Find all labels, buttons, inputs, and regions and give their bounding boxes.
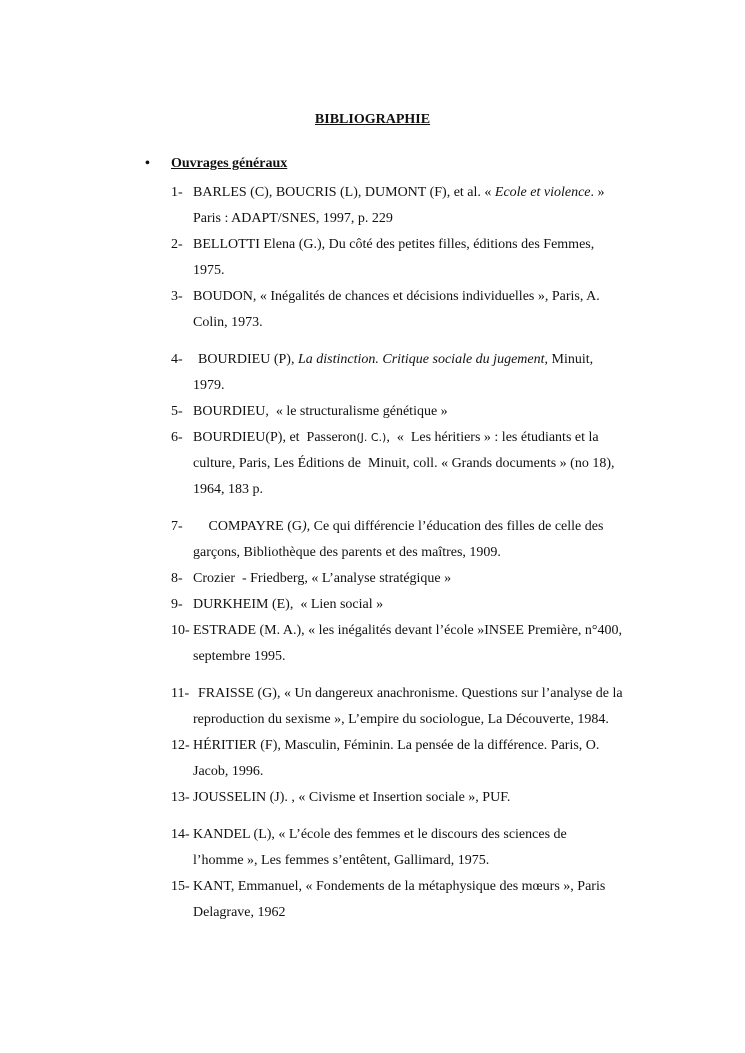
entry-number: 13- — [171, 790, 190, 805]
text-run: Crozier - Friedberg, « L’analyse stratégique » — [193, 571, 452, 586]
text-run: HÉRITIER (F), Masculin, Féminin. La pensée de la différence. Paris, O. — [193, 738, 600, 753]
text-run: JOUSSELIN (J). , « Civisme et Insertion sociale », PUF. — [193, 790, 511, 805]
text-run: BELLOTTI Elena (G.), Du côté des petites filles, éditions des Femmes, — [193, 237, 595, 252]
text-run: BOURDIEU(P), et Passeron — [193, 430, 357, 445]
entry-text — [193, 874, 671, 926]
entry-number: 4- — [171, 352, 183, 367]
entry-line — [193, 373, 671, 399]
text-run: KANDEL (L), « L’école des femmes et le discours des sciences de — [193, 827, 567, 842]
entry-number: 2- — [171, 237, 183, 252]
bibliography-entry — [171, 232, 671, 284]
bibliography-entry — [171, 284, 671, 336]
bibliography-entry — [171, 399, 671, 425]
entry-text — [193, 566, 671, 592]
bibliography-entry — [171, 785, 671, 811]
bibliography-list — [171, 180, 671, 926]
entry-text — [193, 347, 671, 399]
entry-text — [193, 514, 671, 566]
entry-number: 5- — [171, 404, 183, 419]
entry-line — [193, 618, 671, 644]
text-run: , « Les héritiers » : les étudiants et la — [386, 430, 599, 445]
section-label: Ouvrages généraux — [171, 156, 288, 171]
entry-line — [193, 644, 671, 670]
text-run: Paris : ADAPT/SNES, 1997, p. 229 — [193, 211, 393, 226]
entry-text — [193, 232, 671, 284]
bibliography-entry — [171, 874, 671, 926]
entry-line — [193, 785, 671, 811]
text-run: Colin, 1973. — [193, 315, 263, 330]
text-run: ESTRADE (M. A.), « les inégalités devant l’école »INSEE Première, n°400, — [193, 623, 623, 638]
text-run: COMPAYRE (G — [198, 519, 302, 534]
bibliography-entry — [171, 514, 671, 566]
text-run: KANT, Emmanuel, « Fondements de la métaphysique des mœurs », Paris — [193, 879, 606, 894]
entry-text — [193, 592, 671, 618]
text-run: septembre 1995. — [193, 649, 286, 664]
entry-text — [193, 284, 671, 336]
text-run: BARLES (C), BOUCRIS (L), DUMONT (F), et al. « — [193, 185, 495, 200]
entry-line — [193, 540, 671, 566]
bullet-icon: • — [145, 156, 150, 171]
bibliography-entry — [171, 180, 671, 232]
text-run: DURKHEIM (E), « Lien social » — [193, 597, 384, 612]
entry-line — [193, 284, 671, 310]
entry-number: 9- — [171, 597, 183, 612]
entry-line — [193, 592, 671, 618]
entry-number: 1- — [171, 185, 183, 200]
entry-line — [193, 900, 671, 926]
entry-line — [193, 874, 671, 900]
entry-line — [193, 477, 671, 503]
text-run: (J. C.) — [356, 431, 387, 444]
text-run: l’homme », Les femmes s’entêtent, Gallimard, 1975. — [193, 853, 490, 868]
entry-line — [193, 310, 671, 336]
section-heading — [145, 156, 287, 172]
entry-line — [193, 399, 671, 425]
entry-number: 11- — [171, 686, 190, 701]
entry-text — [193, 399, 671, 425]
text-run: Ce qui différencie l’éducation des filles de celle des — [310, 519, 604, 534]
entry-line — [193, 206, 671, 232]
entry-text — [193, 733, 671, 785]
text-run: . » — [590, 185, 605, 200]
entry-line — [193, 707, 671, 733]
entry-line — [193, 514, 671, 540]
entry-line — [193, 566, 671, 592]
text-run: FRAISSE (G), « Un dangereux anachronisme. Questions sur l’analyse de la — [198, 686, 623, 701]
entry-text — [193, 822, 671, 874]
entry-line — [193, 451, 671, 477]
entry-text — [193, 681, 671, 733]
bibliography-entry — [171, 425, 671, 503]
entry-number: 3- — [171, 289, 183, 304]
italic-title: La distinction. Critique sociale du jugement — [297, 352, 545, 367]
text-run: reproduction du sexisme », L’empire du sociologue, La Découverte, 1984. — [193, 712, 609, 727]
entry-line — [193, 258, 671, 284]
entry-number: 8- — [171, 571, 183, 586]
entry-number: 15- — [171, 879, 190, 894]
text-run: 1964, 183 p. — [193, 482, 263, 497]
entry-line — [193, 425, 671, 451]
text-run: BOUDON, « Inégalités de chances et décisions individuelles », Paris, A. — [193, 289, 600, 304]
entry-line — [193, 232, 671, 258]
bibliography-entry — [171, 347, 671, 399]
entry-line — [193, 733, 671, 759]
bibliography-entry — [171, 592, 671, 618]
text-run: , Minuit, — [544, 352, 594, 367]
entry-line — [193, 759, 671, 785]
text-run: Jacob, 1996. — [193, 764, 264, 779]
page-title: BIBLIOGRAPHIE — [314, 112, 431, 127]
text-run: culture, Paris, Les Éditions de Minuit, coll. « Grands documents » (no 18), — [193, 456, 615, 471]
italic-title: Ecole et violence — [494, 185, 591, 200]
entry-text — [193, 785, 671, 811]
entry-line — [193, 681, 671, 707]
text-run: garçons, Bibliothèque des parents et des maîtres, 1909. — [193, 545, 501, 560]
entry-line — [193, 180, 671, 206]
entry-number: 10- — [171, 623, 190, 638]
entry-line — [193, 822, 671, 848]
entry-line — [193, 347, 671, 373]
entry-text — [193, 180, 671, 232]
text-run: BOURDIEU (P), — [198, 352, 298, 367]
bibliography-entry — [171, 733, 671, 785]
bibliography-entry — [171, 618, 671, 670]
entry-number: 7- — [171, 519, 183, 534]
text-run: 1975. — [193, 263, 225, 278]
bibliography-entry — [171, 566, 671, 592]
bibliography-entry — [171, 681, 671, 733]
text-run: Delagrave, 1962 — [193, 905, 286, 920]
text-run: 1979. — [193, 378, 225, 393]
entry-number: 14- — [171, 827, 190, 842]
italic-title: ), — [302, 519, 311, 534]
text-run: BOURDIEU, « le structuralisme génétique » — [193, 404, 448, 419]
entry-text — [193, 425, 671, 503]
entry-number: 12- — [171, 738, 190, 753]
entry-line — [193, 848, 671, 874]
entry-number: 6- — [171, 430, 183, 445]
entry-text — [193, 618, 671, 670]
bibliography-entry — [171, 822, 671, 874]
